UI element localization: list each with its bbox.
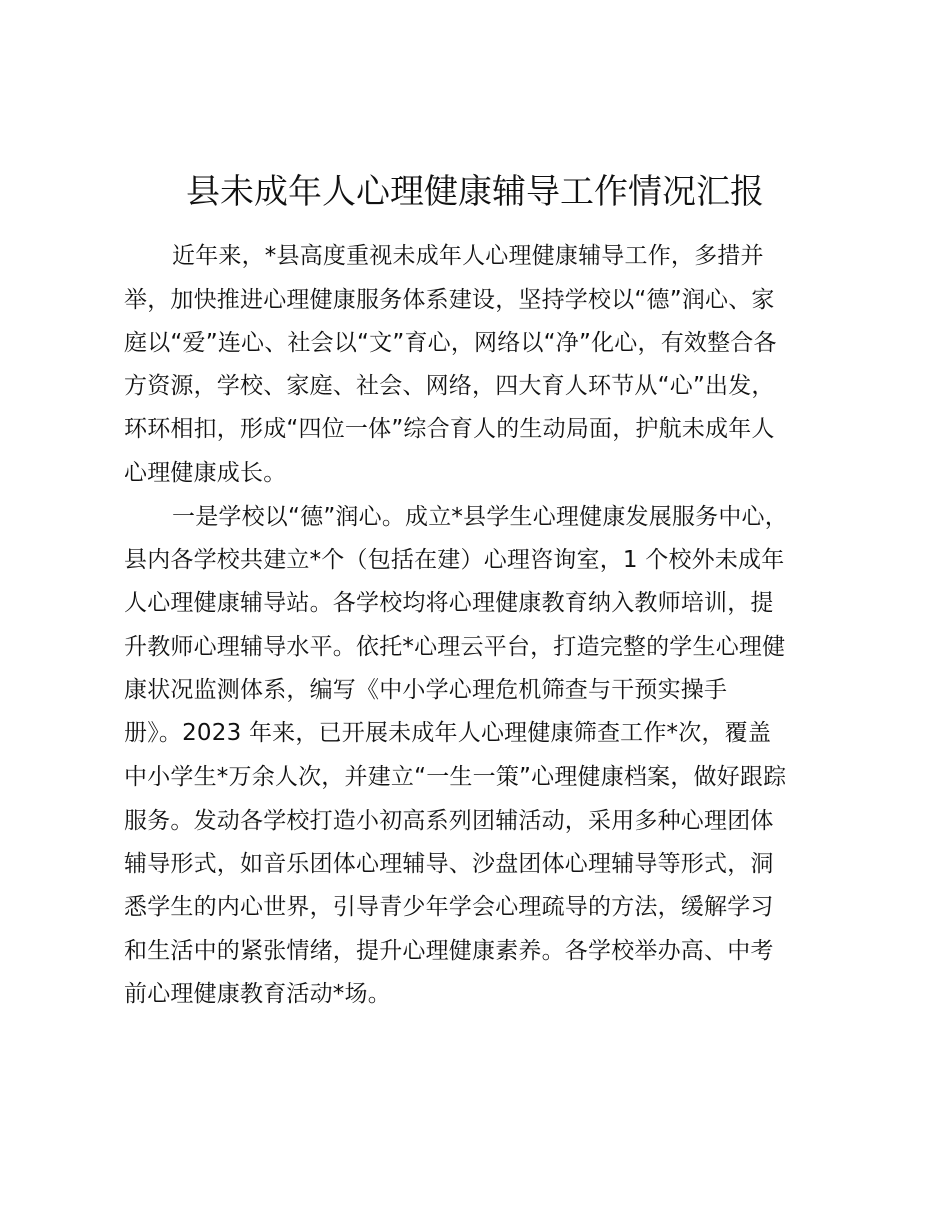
paragraph-line: 升教师心理辅导水平。依托*心理云平台，打造完整的学生心理健	[124, 634, 786, 660]
document-title: 县未成年人心理健康辅导工作情况汇报	[186, 172, 764, 212]
paragraph-line: 和生活中的紧张情绪，提升心理健康素养。各学校举办高、中考	[124, 938, 774, 964]
paragraph-line: 环环相扣，形成“四位一体”综合育人的生动局面，护航未成年人	[124, 416, 775, 442]
paragraph-line: 人心理健康辅导站。各学校均将心理健康教育纳入教师培训，提	[124, 590, 774, 616]
paragraph-line: 一是学校以“德”润心。成立*县学生心理健康发展服务中心，	[172, 504, 788, 530]
paragraph-line: 心理健康成长。	[124, 460, 287, 486]
paragraph-line: 县内各学校共建立*个（包括在建）心理咨询室，1 个校外未成年	[124, 547, 785, 573]
paragraph-line: 庭以“爱”连心、社会以“文”育心，网络以“净”化心，有效整合各	[124, 330, 777, 356]
paragraph-line: 服务。发动各学校打造小初高系列团辅活动，采用多种心理团体	[124, 808, 774, 834]
paragraph-line: 册》。2023 年来，已开展未成年人心理健康筛查工作*次，覆盖	[124, 720, 772, 746]
paragraph-line: 悉学生的内心世界，引导青少年学会心理疏导的方法，缓解学习	[124, 894, 774, 920]
paragraph-line: 前心理健康教育活动*场。	[124, 981, 391, 1007]
paragraph-line: 举，加快推进心理健康服务体系建设，坚持学校以“德”润心、家	[124, 287, 775, 313]
paragraph-line: 方资源，学校、家庭、社会、网络，四大育人环节从“心”出发，	[124, 373, 775, 399]
paragraph-line: 近年来，*县高度重视未成年人心理健康辅导工作，多措并	[172, 243, 764, 269]
paragraph-line: 辅导形式，如音乐团体心理辅导、沙盘团体心理辅导等形式，洞	[124, 851, 774, 877]
paragraph-line: 中小学生*万余人次，并建立“一生一策”心理健康档案，做好跟踪	[124, 764, 787, 790]
paragraph-line: 康状况监测体系，编写《中小学心理危机筛查与干预实操手	[124, 677, 728, 703]
